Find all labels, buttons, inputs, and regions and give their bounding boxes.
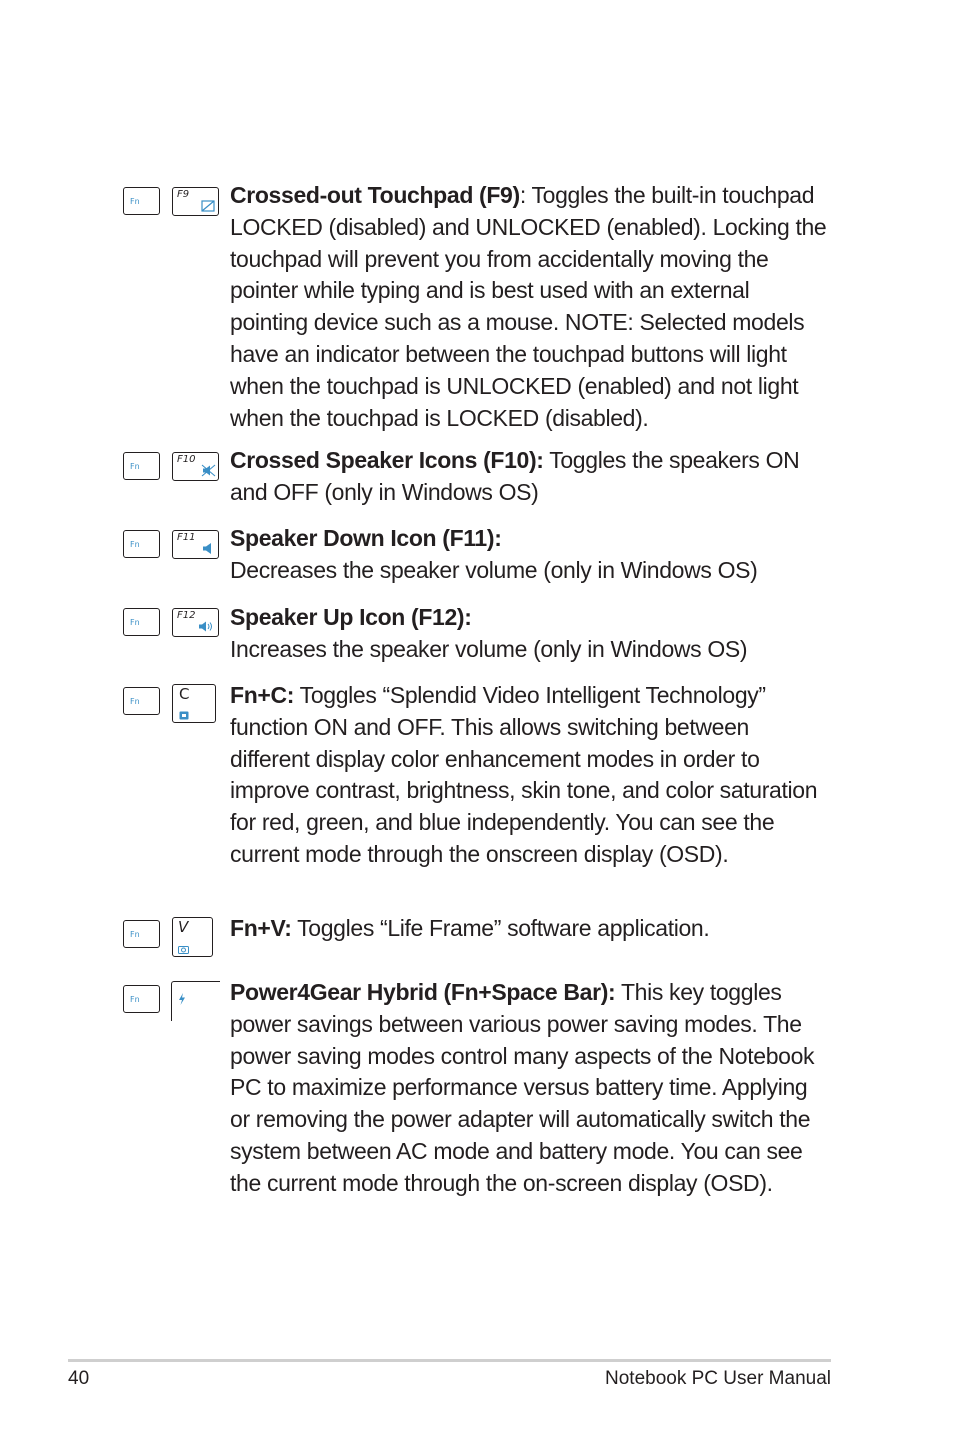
f12-key-label: F12	[177, 610, 196, 621]
entry-title: Speaker Down Icon (F11):	[230, 525, 502, 551]
speaker-up-icon	[198, 620, 215, 633]
speaker-down-icon	[201, 542, 215, 555]
camera-icon	[178, 945, 189, 954]
f12-key	[172, 608, 219, 637]
power4gear-icon	[177, 992, 187, 1006]
fn-key-label: Fn	[130, 930, 140, 939]
fn-key	[123, 985, 160, 1013]
footer-rule	[68, 1359, 831, 1362]
fn-key	[123, 608, 160, 636]
entry-text	[230, 913, 830, 945]
fn-key-label: Fn	[130, 995, 140, 1004]
fn-key	[123, 687, 160, 715]
entry-text	[230, 680, 830, 871]
entry-body: Increases the speaker volume (only in Windows OS)	[230, 635, 748, 662]
space-bar-key	[171, 981, 220, 1021]
fn-key	[123, 530, 160, 558]
entry-body: This key toggles power savings between various power saving modes. The power saving modes control many aspects of the Notebook PC to maximize performance versus battery time. Applying or removing the power adapter will automatically switch the system between AC mode and battery mode. You can see the current mode through the on-screen display (OSD).	[230, 979, 815, 1196]
entry-title: Crossed Speaker Icons (F10):	[230, 447, 544, 473]
splendid-icon	[179, 711, 189, 720]
entry-title: Power4Gear Hybrid (Fn+Space Bar):	[230, 979, 616, 1005]
entry-body: : Toggles the built-in touchpad LOCKED (disabled) and UNLOCKED (enabled). Locking the touchpad will prevent you from accidentally moving the pointer while typing and is best used with an external pointing device such as a mouse. NOTE: Selected models have an indicator between the touchpad buttons will light when the touchpad is UNLOCKED (enabled) and not light when the touchpad is LOCKED (disabled).	[230, 182, 827, 431]
entry-text	[230, 180, 830, 434]
entry-body: Decreases the speaker volume (only in Windows OS)	[230, 556, 758, 583]
fn-key-label: Fn	[130, 462, 140, 471]
entry-text	[230, 523, 830, 587]
fn-key-label: Fn	[130, 697, 140, 706]
entry-title: Fn+V:	[230, 915, 292, 941]
speaker-crossed-icon	[201, 464, 216, 477]
fn-key-label: Fn	[130, 540, 140, 549]
fn-key-label: Fn	[130, 197, 140, 206]
fn-key	[123, 920, 160, 948]
entry-text	[230, 602, 830, 666]
f9-key-label: F9	[177, 189, 190, 200]
entry-title: Crossed-out Touchpad (F9)	[230, 182, 520, 208]
f9-key	[172, 187, 219, 216]
entry-body: Toggles “Splendid Video Intelligent Technology” function ON and OFF. This allows switching between different display color enhancement modes in order to improve contrast, brightness, skin tone, and color saturation for red, green, and blue independently. You can see the current mode through the onscreen display (OSD).	[230, 682, 818, 867]
f11-key	[172, 530, 219, 559]
entry-title: Speaker Up Icon (F12):	[230, 604, 472, 630]
touchpad-crossed-icon	[201, 200, 215, 212]
manual-title: Notebook PC User Manual	[605, 1368, 831, 1389]
f11-key-label: F11	[177, 532, 196, 543]
fn-key-label: Fn	[130, 618, 140, 627]
entry-body: Toggles “Life Frame” software application.	[291, 915, 710, 941]
v-key-label: V	[178, 918, 189, 936]
page-number: 40	[68, 1368, 90, 1389]
fn-key	[123, 187, 160, 215]
entry-title: Fn+C:	[230, 682, 295, 708]
f10-key	[172, 452, 219, 481]
entry-text	[230, 977, 830, 1200]
c-key-label: C	[179, 685, 190, 703]
f10-key-label: F10	[177, 454, 196, 465]
entry-body: Toggles the speakers ON and OFF (only in Windows OS)	[230, 447, 800, 505]
entry-text	[230, 445, 830, 509]
fn-key	[123, 452, 160, 480]
v-key	[172, 917, 213, 957]
c-key	[172, 684, 216, 723]
